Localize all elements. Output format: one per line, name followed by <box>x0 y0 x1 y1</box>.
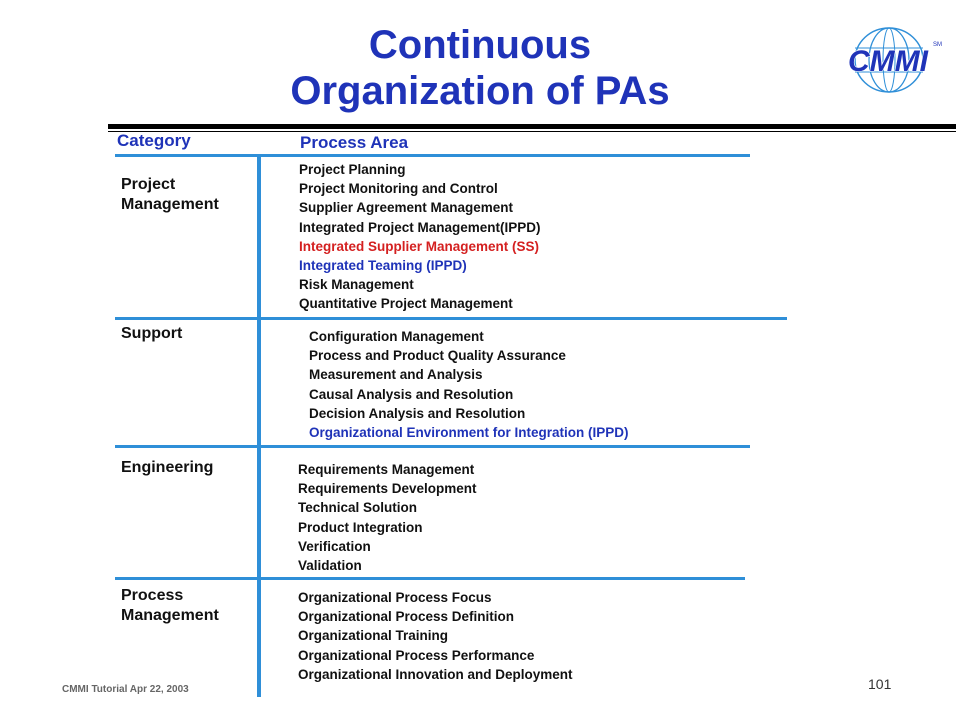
process-area-item: Project Monitoring and Control <box>299 181 498 197</box>
category-label-line2: Management <box>121 607 219 624</box>
slide-title-line1: Continuous <box>368 23 592 67</box>
category-process-management <box>121 586 219 626</box>
process-area-item: Decision Analysis and Resolution <box>309 405 526 421</box>
process-area-item: Project Planning <box>299 162 406 177</box>
category-label-line1: Engineering <box>121 459 214 476</box>
category-label-line1: Support <box>121 325 183 342</box>
process-area-item: Verification <box>298 538 371 554</box>
process-area-item: Requirements Management <box>298 462 475 477</box>
process-area-item: Requirements Development <box>298 481 477 497</box>
category-label-line1: Process <box>121 587 184 604</box>
process-area-item: Technical Solution <box>298 500 418 516</box>
process-area-item: Product Integration <box>298 519 423 535</box>
process-area-item: Organizational Training <box>298 628 449 644</box>
process-area-item: Process and Product Quality Assurance <box>309 348 566 364</box>
category-support <box>121 324 182 344</box>
page-number: 101 <box>868 676 892 692</box>
category-header: Category <box>117 131 191 150</box>
category-engineering <box>121 458 213 478</box>
process-area-item: Integrated Supplier Management (SS) <box>299 238 540 254</box>
slide-title <box>0 22 960 114</box>
cmmi-logo-trademark: SM <box>933 42 942 48</box>
process-area-list-process-management <box>298 588 573 684</box>
process-area-header: Process Area <box>300 133 409 152</box>
process-area-list-engineering <box>298 460 477 575</box>
process-area-item: Causal Analysis and Resolution <box>309 386 514 402</box>
group-divider-engineering <box>115 445 750 448</box>
title-divider-thick <box>108 124 956 129</box>
group-divider-support <box>115 317 787 320</box>
category-label-line1: Project <box>121 176 176 193</box>
process-area-item: Measurement and Analysis <box>309 367 483 383</box>
process-area-item: Quantitative Project Management <box>299 296 513 312</box>
slide-title-line2: Organization of PAs <box>290 69 670 113</box>
cmmi-logo-text: CMMI <box>848 45 928 78</box>
process-area-item: Integrated Project Management(IPPD) <box>299 219 541 235</box>
process-area-item: Organizational Process Focus <box>298 590 492 605</box>
process-area-list-support <box>309 327 629 442</box>
cmmi-logo <box>834 20 944 100</box>
category-project-management <box>121 175 219 215</box>
process-area-item: Risk Management <box>299 277 414 293</box>
process-area-item: Configuration Management <box>309 329 484 344</box>
group-divider-process-management <box>115 577 745 580</box>
process-area-item: Organizational Environment for Integration (IPPD) <box>309 425 629 441</box>
process-area-item: Organizational Process Performance <box>298 647 535 663</box>
process-area-item: Organizational Innovation and Deployment <box>298 666 573 682</box>
process-area-item: Organizational Process Definition <box>298 609 515 625</box>
column-divider <box>257 155 261 697</box>
category-label-line2: Management <box>121 196 219 213</box>
header-divider <box>115 154 750 157</box>
cmmi-globe-logo-icon <box>834 20 944 100</box>
process-area-list-project-management <box>299 160 541 314</box>
footer-text: CMMI Tutorial Apr 22, 2003 <box>62 684 189 695</box>
process-area-item: Validation <box>298 558 362 574</box>
process-area-item: Integrated Teaming (IPPD) <box>299 258 467 274</box>
title-divider-thin <box>108 131 956 132</box>
process-area-item: Supplier Agreement Management <box>299 200 514 216</box>
